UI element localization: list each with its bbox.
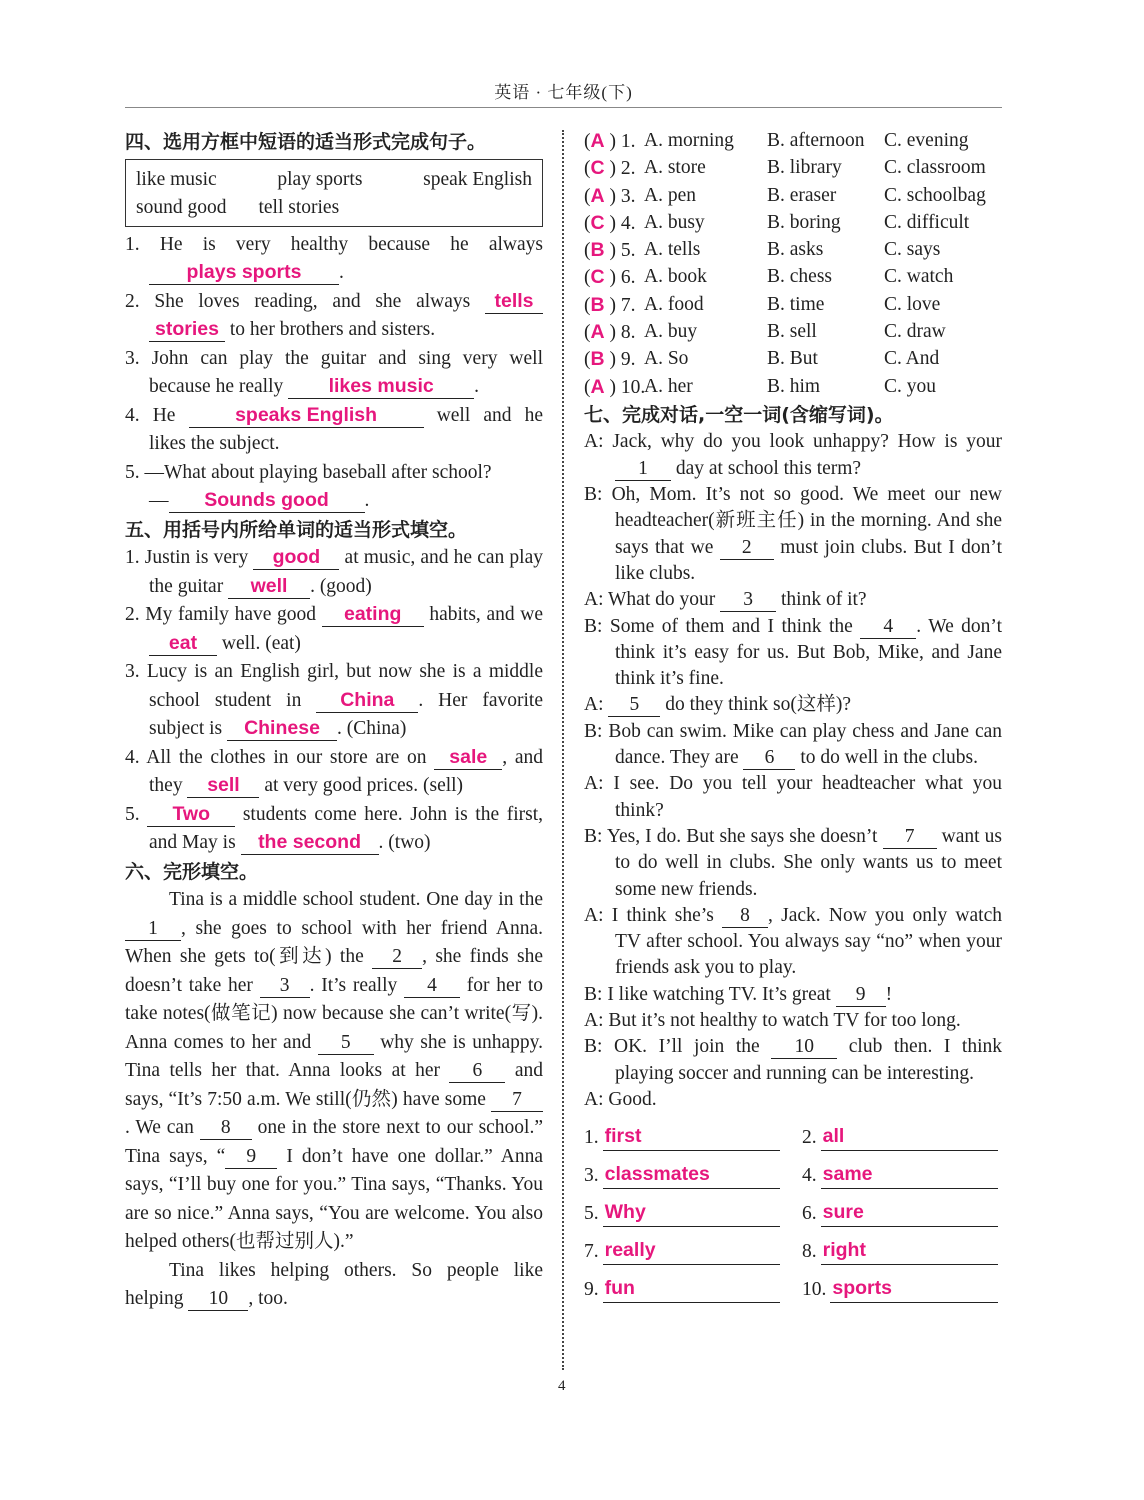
answer: plays sports — [186, 261, 302, 283]
right-column — [584, 128, 1002, 1303]
s5-q4: 4. All the clothes in our store are on sale , and they sell at very good prices. (sell) — [125, 745, 544, 796]
blank: 5 — [608, 694, 660, 717]
dialogue-line: B: Some of them and I think the 4 . We don’t think it’s easy for us. But Bob, Mike, and Jane think it’s fine. — [584, 615, 1002, 690]
answer-item: 3. classmates — [584, 1161, 780, 1189]
blank: 2 — [372, 946, 422, 969]
phrase: play sports — [277, 168, 363, 190]
answer: C — [590, 157, 605, 180]
answer: C — [590, 266, 605, 289]
dialogue-answers — [584, 1123, 1002, 1303]
dialogue-line: A: I think she’s 8 , Jack. Now you only watch TV after school. You always say “no” when your friends ask you to play. — [584, 904, 1002, 979]
page-header: 英语 · 七年级(下) — [494, 83, 633, 102]
dialogue-line: B: Oh, Mom. It’s not so good. We meet our new headteacher(新班主任) in the morning. And she says that we 2 must join clubs. But I don’t like clubs. — [584, 484, 1002, 584]
answer: speaks English — [235, 403, 378, 426]
answer: the second — [258, 831, 361, 853]
blank: 2 — [720, 537, 774, 560]
section-4-title: 四、选用方框中短语的适当形式完成句子。 — [125, 131, 487, 153]
answer-item: 1. first — [584, 1123, 780, 1151]
phrase: sound good — [136, 196, 227, 218]
answer-item: 4. same — [802, 1161, 998, 1189]
answer: really — [604, 1239, 656, 1262]
s4-q3: 3. John can play the guitar and sing very well because he really likes music . — [125, 347, 543, 397]
cloze-passage: Tina is a middle school student. One day in the 1 , she goes to school with her friend Anna. When she gets to(到达) the 2 , she finds she doesn’t take her 3 . It’s really 4 for her to take notes(做笔记) now because she can’t write(写). Anna comes to her and 5 why she is unhappy. Tina tells her that. Anna looks at her 6 and says, “It’s 7:50 a.m. We still(仍然) have some 7. We can 8 one in the store next to our school.” Tina says, “ 9 I don’t have one dollar.” Anna says, “I’ll buy one for you.” Tina says, “Thanks. You are so nice.” Anna says, “You are welcome. You also helped others(也帮过别人).” — [125, 889, 544, 1252]
phrase: speak English — [423, 168, 532, 190]
answer: sell — [207, 774, 240, 796]
s5-q3: 3. Lucy is an English girl, but now she is a middle school student in China . Her favorite subject is Chinese . (China) — [125, 661, 543, 739]
choice-row: (A ) 1. A. morning B. afternoon C. evening — [584, 130, 969, 152]
blank: 4 — [404, 975, 460, 998]
blank: 1 — [615, 458, 671, 481]
answer: Why — [604, 1201, 646, 1224]
answer: stories — [155, 318, 219, 340]
choice-row: (A ) 8. A. buy B. sell C. draw — [584, 321, 946, 344]
answer: well — [250, 574, 288, 597]
blank: 9 — [225, 1146, 277, 1169]
s5-q2: 2. My family have good eating habits, and we eat well. (eat) — [125, 603, 543, 654]
column-divider — [562, 130, 564, 1370]
answer: Two — [172, 802, 210, 825]
blank: 4 — [860, 616, 916, 639]
answer: sure — [822, 1201, 864, 1224]
blank: 8 — [200, 1117, 252, 1140]
cloze-passage-2: Tina likes helping others. So people like helping 10 , too. — [125, 1259, 543, 1309]
answer: B — [590, 348, 605, 371]
phrase-box — [125, 159, 543, 227]
section-5-title: 五、用括号内所给单词的适当形式填空。 — [125, 518, 468, 541]
blank: 6 — [449, 1060, 505, 1083]
choice-row: (C ) 2. A. store B. library C. classroom — [584, 157, 986, 180]
answer-item: 10. sports — [802, 1275, 998, 1303]
s4-q5: 5. —What about playing baseball after school? — Sounds good . — [125, 461, 492, 511]
dialogue-line: A: 5 do they think so(这样)? — [584, 694, 852, 716]
answer: tells — [494, 289, 534, 312]
s4-q2: 2. She loves reading, and she always tells stories to her brothers and sisters. — [125, 288, 543, 345]
phrase: like music — [136, 168, 217, 190]
blank: 6 — [743, 747, 795, 770]
answer-item: 6. sure — [802, 1199, 998, 1227]
dialogue-line: A: I see. Do you tell your headteacher what you think? — [584, 773, 1003, 821]
answer: Chinese — [244, 717, 320, 739]
header-rule — [125, 107, 1002, 108]
choice-row: (C ) 6. A. book B. chess C. watch — [584, 266, 954, 289]
choice-row: (C ) 4. A. busy B. boring C. difficult — [584, 211, 970, 234]
dialogue-line: A: But it’s not healthy to watch TV for too long. — [584, 1010, 961, 1031]
answer: C — [590, 211, 605, 234]
blank: 3 — [260, 975, 310, 998]
answer: sports — [832, 1277, 892, 1300]
answer: eating — [343, 603, 402, 625]
answer: A — [590, 321, 605, 344]
dialogue-line: B: Yes, I do. But she says she doesn’t 7 want us to do well in clubs. She only wants us to meet some new friends. — [584, 825, 1003, 900]
answer: A — [590, 184, 605, 207]
answer: first — [604, 1125, 642, 1148]
choice-row: (A ) 10. A. her B. him C. you — [584, 375, 937, 398]
choice-row: (B ) 7. A. food B. time C. love — [584, 293, 941, 316]
left-column — [125, 128, 543, 1314]
blank: 10 — [188, 1288, 248, 1311]
dialogue-line: B: Bob can swim. Mike can play chess and Jane can dance. They are 6 to do well in the clubs. — [584, 720, 1003, 769]
s5-q1: 1. Justin is very good at music, and he can play the guitar well . (good) — [125, 546, 544, 597]
answer: sale — [449, 745, 488, 768]
dialogue-line: B: I like watching TV. It’s great 9 ! — [584, 983, 893, 1005]
page-number: 4 — [558, 1378, 566, 1394]
answer-item: 2. all — [802, 1123, 998, 1151]
s5-q5: 5. Two students come here. John is the first, and May is the second . (two) — [125, 802, 544, 853]
section-6-title: 六、完形填空。 — [125, 860, 259, 883]
answer: right — [822, 1239, 866, 1262]
answer-item: 9. fun — [584, 1275, 780, 1303]
answer: B — [590, 293, 605, 316]
section-7-title: 七、完成对话,一空一词(含缩写词)。 — [584, 403, 894, 426]
phrase: tell stories — [258, 196, 340, 218]
answer: classmates — [604, 1163, 710, 1186]
blank: 1 — [125, 918, 181, 941]
blank: 3 — [720, 589, 776, 612]
answer-item: 8. right — [802, 1237, 998, 1265]
answer: B — [590, 239, 605, 262]
answer-item: 7. really — [584, 1237, 780, 1265]
dialogue-line: B: OK. I’ll join the 10 club then. I think playing soccer and running can be interesting. — [584, 1036, 1002, 1084]
blank: 10 — [771, 1036, 837, 1059]
blank: 7 — [883, 826, 937, 849]
dialogue-line: A: Good. — [584, 1088, 657, 1110]
multiple-choice-list — [584, 128, 1002, 401]
answer: China — [340, 688, 395, 711]
answer-item: 5. Why — [584, 1199, 780, 1227]
answer: A — [590, 130, 605, 152]
blank: 9 — [836, 984, 886, 1007]
choice-row: (B ) 9. A. So B. But C. And — [584, 348, 940, 371]
s4-q4: 4. He speaks English well and he likes the subject. — [125, 403, 544, 454]
blank: 8 — [722, 905, 768, 928]
s4-q1: 1. He is very healthy because he always plays sports . — [125, 233, 543, 283]
answer: all — [822, 1125, 845, 1148]
answer: eat — [168, 631, 198, 654]
blank: 7 — [491, 1089, 543, 1112]
choice-row: (B ) 5. A. tells B. asks C. says — [584, 239, 941, 262]
blank: 5 — [318, 1032, 374, 1055]
answer: good — [272, 546, 321, 568]
dialogue-line: A: What do your 3 think of it? — [584, 589, 867, 611]
answer: same — [822, 1163, 873, 1186]
choice-row: (A ) 3. A. pen B. eraser C. schoolbag — [584, 184, 986, 207]
answer: A — [590, 375, 605, 398]
dialogue-line: A: Jack, why do you look unhappy? How is your 1 day at school this term? — [584, 431, 1003, 479]
answer: likes music — [328, 375, 434, 397]
answer: fun — [604, 1277, 635, 1300]
answer: Sounds good — [204, 489, 329, 511]
